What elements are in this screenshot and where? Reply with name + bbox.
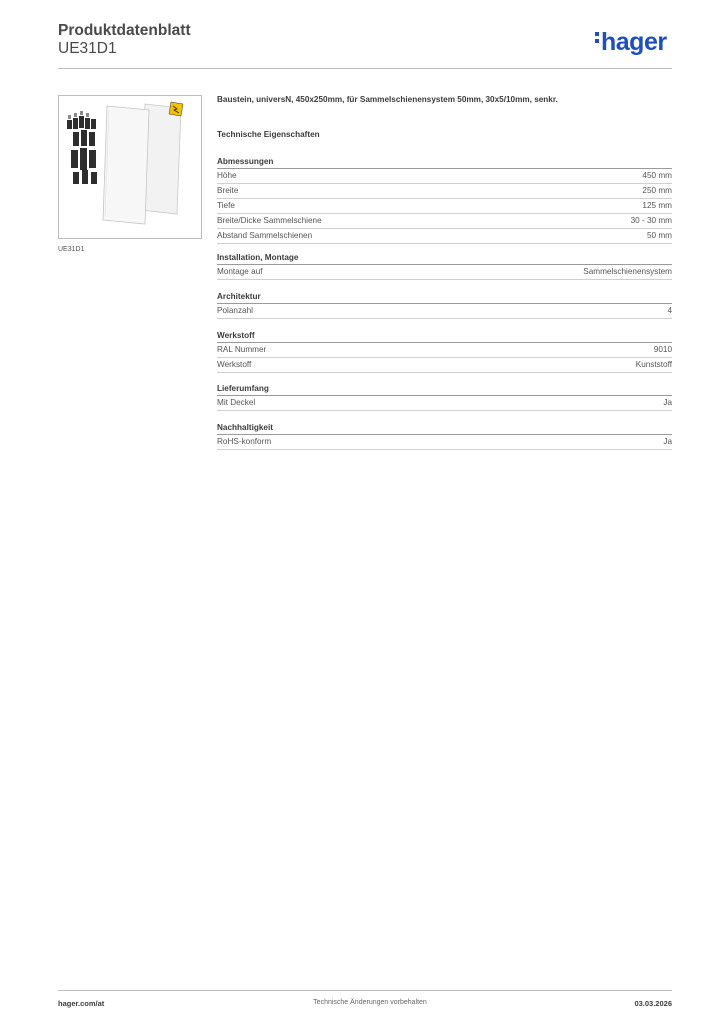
hager-logo	[595, 28, 667, 57]
footer-website-link[interactable]: hager.com/at	[58, 999, 105, 1008]
table-row	[217, 304, 672, 319]
footer-date: 03.03.2026	[634, 999, 672, 1008]
row-label: RAL Nummer	[217, 345, 267, 354]
logo-text: hager	[601, 28, 667, 56]
page-title: Produktdatenblatt	[58, 22, 191, 39]
row-label: Höhe	[217, 171, 237, 180]
row-label: Breite/Dicke Sammelschiene	[217, 216, 322, 225]
row-label: Mit Deckel	[217, 398, 256, 407]
section-installation	[217, 252, 672, 280]
section-title: Architektur	[217, 291, 672, 304]
row-value: Sammelschienensystem	[583, 267, 672, 276]
row-value: Ja	[663, 398, 672, 407]
product-illustration-icon	[59, 96, 201, 238]
image-caption: UE31D1	[58, 246, 85, 253]
section-architecture	[217, 291, 672, 319]
row-label: RoHS-konform	[217, 437, 272, 446]
section-title: Abmessungen	[217, 156, 672, 169]
row-value: 125 mm	[642, 201, 672, 210]
table-row	[217, 214, 672, 229]
row-value: 450 mm	[642, 171, 672, 180]
section-dimensions	[217, 156, 672, 244]
row-label: Breite	[217, 186, 239, 195]
table-row	[217, 435, 672, 450]
table-row	[217, 199, 672, 214]
technical-properties-heading: Technische Eigenschaften	[217, 130, 320, 139]
footer-notice: Technische Änderungen vorbehalten	[313, 999, 427, 1006]
row-label: Polanzahl	[217, 306, 253, 315]
section-title: Installation, Montage	[217, 252, 672, 265]
row-label: Werkstoff	[217, 360, 252, 369]
section-title: Nachhaltigkeit	[217, 422, 672, 435]
row-value: 50 mm	[646, 231, 672, 240]
table-row	[217, 343, 672, 358]
section-sustainability	[217, 422, 672, 450]
row-label: Abstand Sammelschienen	[217, 231, 313, 240]
footer-divider	[58, 990, 672, 991]
table-row	[217, 265, 672, 280]
product-code: UE31D1	[58, 40, 117, 57]
row-value: 4	[667, 306, 672, 315]
section-scope-of-delivery	[217, 383, 672, 411]
table-row	[217, 358, 672, 373]
header-divider	[58, 68, 672, 69]
table-row	[217, 396, 672, 411]
product-description: Baustein, universN, 450x250mm, für Sammelschienensystem 50mm, 30x5/10mm, senkr.	[217, 95, 558, 104]
row-value: Kunststoff	[635, 360, 672, 369]
logo-dots-icon	[595, 32, 600, 46]
row-value: 250 mm	[642, 186, 672, 195]
section-title: Werkstoff	[217, 330, 672, 343]
section-material	[217, 330, 672, 373]
section-title: Lieferumfang	[217, 383, 672, 396]
product-image	[58, 95, 202, 239]
table-row	[217, 169, 672, 184]
row-value: Ja	[663, 437, 672, 446]
table-row	[217, 229, 672, 244]
row-label: Montage auf	[217, 267, 263, 276]
table-row	[217, 184, 672, 199]
row-label: Tiefe	[217, 201, 235, 210]
row-value: 30 - 30 mm	[630, 216, 672, 225]
row-value: 9010	[653, 345, 672, 354]
